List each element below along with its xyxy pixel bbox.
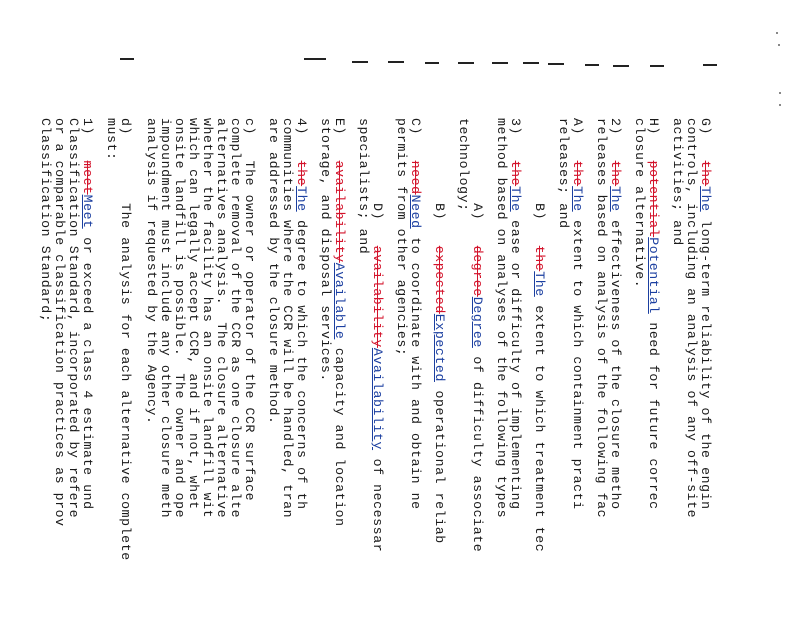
document-line [158,118,172,518]
line-text: A) [470,118,485,246]
line-text: degree to which the concerns of th [294,211,309,510]
deleted-text: need [408,160,423,195]
inserted-text: The [570,186,585,212]
line-text: activities; and [670,118,685,246]
line-text: of necessar [370,450,385,553]
document-line [144,118,158,425]
inserted-text: Expected [432,313,447,382]
deleted-text: availability [370,245,385,348]
line-text: extent to which treatment tec [532,296,547,553]
inserted-text: Meet [80,194,95,229]
inserted-text: Degree [470,296,485,348]
scan-dash [120,58,134,60]
line-text: releases based on analysis of the following fac [594,118,609,519]
line-text: need for future correc [646,313,661,510]
line-text: or a comparable classification practices as prov [52,118,67,527]
document-line [294,118,308,510]
document-line [66,118,80,518]
inserted-text: The [294,186,309,212]
document-line [394,118,408,356]
scan-dash [304,58,326,60]
document-line [684,118,698,518]
line-text: specialists; and [356,118,371,255]
scan-dash [352,61,368,63]
scan-dash [458,62,474,64]
document-line [456,118,470,212]
scan-speck [779,104,781,106]
scan-dash [388,61,404,63]
line-text: permits from other agencies; [394,118,409,357]
deleted-text: the [608,160,623,187]
document-line [556,118,570,229]
deleted-text: availability [332,160,347,263]
inserted-text: The [698,186,713,212]
scan-dash [613,65,629,67]
inserted-text: Available [332,262,347,340]
line-text: B) [432,118,447,246]
line-text: must: [104,118,119,161]
document-line [432,118,446,544]
deleted-text: the [294,160,309,187]
document-line [104,118,118,161]
line-text: analysis if requested by the Agency. [144,118,159,425]
deleted-text: the [532,245,547,272]
line-text: capacity and location [332,339,347,527]
document-line [646,118,660,510]
document-line [532,118,546,552]
line-text: releases; and [556,118,571,229]
document-line [670,118,684,246]
line-text: technology; [456,118,471,212]
line-text: extent to which containment practi [570,211,585,510]
scan-dash [585,64,599,66]
document-line [332,118,346,527]
line-text: 2) [608,118,623,161]
line-text: storage, and disposal services. [318,118,333,382]
line-text: d) The analysis for each alternative complete [118,118,133,561]
line-text: ease or difficulty of implementing [508,211,523,510]
deleted-text: expected [432,245,447,314]
document-line [266,118,280,425]
deleted-text: the [698,160,713,187]
line-text: complete removal of the CCR as one closure alte [228,118,243,519]
line-text: B) [532,118,547,246]
deleted-text: potential [646,160,661,238]
line-text: D) [370,118,385,246]
deleted-text: degree [470,245,485,297]
scan-dash [703,64,717,66]
document-line [508,118,522,510]
inserted-text: Availability [370,347,385,451]
deleted-text: the [508,160,523,187]
scan-dash [548,63,564,65]
line-text: 3) [508,118,523,161]
line-text: long-term reliability of the engin [698,211,713,510]
line-text: 1) [80,118,95,161]
line-text: H) [646,118,661,161]
line-text: G) [698,118,713,161]
inserted-text: The [508,186,523,212]
document-line [408,118,422,510]
document-line [80,118,94,510]
inserted-text: Need [408,194,423,229]
line-text: of difficulty associate [470,347,485,553]
line-text: closure alternative. [632,118,647,289]
document-line [370,118,384,552]
scan-speck [776,32,778,34]
line-text: onsite landfill is possible. The owner and ope [172,118,187,519]
line-text: or exceed a class 4 estimate und [80,228,95,510]
line-text: whether the facility has an onsite landfill wit [200,118,215,519]
line-text: which can legally accept CCR, and if not, whet [186,118,201,510]
line-text: are addressed by the closure method. [266,118,281,425]
line-text: effectiveness of the closure metho [608,211,623,510]
document-line [52,118,66,527]
line-text: E) [332,118,347,161]
scan-speck [778,44,780,46]
inserted-text: The [532,271,547,297]
document-line [570,118,584,510]
document-line [118,118,132,561]
document-line [214,118,228,518]
line-text: 4) [294,118,309,161]
document-line [494,118,508,518]
line-text: communities where the CCR will be handled, tran [280,118,295,519]
line-text: operational reliab [432,381,447,544]
line-text: method based on analyses of the following types [494,118,509,519]
line-text: to coordinate with and obtain ne [408,228,423,510]
rotated-document-text [38,118,713,618]
document-line [280,118,294,518]
scan-speck [779,92,781,94]
line-text: controls, including an analysis of any off-site [684,118,699,519]
deleted-text: the [570,160,585,187]
document-line [172,118,186,518]
scan-dash [425,62,439,64]
document-line [632,118,646,288]
inserted-text: The [608,186,623,212]
line-text: C) [408,118,423,161]
document-line [698,118,712,510]
scan-dash [650,65,664,67]
inserted-text: Potential [646,237,661,314]
deleted-text: meet [80,160,95,195]
scan-dash [492,62,508,64]
document-line [470,118,484,552]
document-line [608,118,622,510]
document-line [242,118,256,501]
line-text: A) [570,118,585,161]
document-line [228,118,242,518]
document-line [200,118,214,518]
line-text: c) The owner or operator of the CCR surface [242,118,257,502]
document-line [186,118,200,510]
line-text: Classification Standard, incorporated by refere [66,118,81,519]
line-text: impoundment must include any other closure meth [158,118,173,519]
document-line [38,118,52,322]
document-line [594,118,608,518]
document-line [318,118,332,382]
document-line [356,118,370,254]
line-text: Classification Standard; [38,118,53,323]
line-text: alternatives analysis. The closure alternative [214,118,229,519]
scan-dash [523,62,539,64]
